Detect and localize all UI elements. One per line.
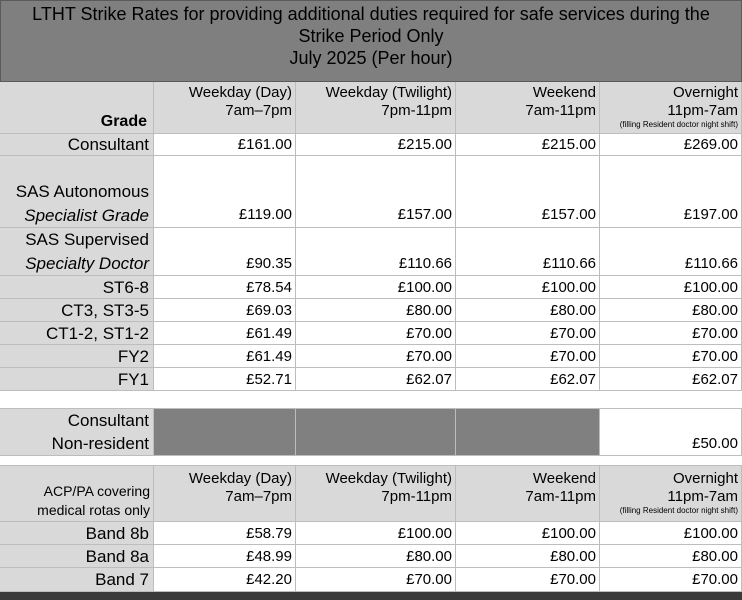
cell-fy1-day: £52.71 [154, 368, 296, 391]
col-overnight [600, 82, 742, 134]
row-grade-consultant-nonresident [0, 409, 154, 456]
acp-col-weekend-l2: 7am-11pm [525, 488, 596, 505]
bottom-edge [0, 592, 742, 600]
cell-band8b-weekend: £100.00 [456, 522, 600, 545]
col-overnight-l2: 11pm-7am [667, 102, 738, 119]
cell-band8a-twilight: £80.00 [296, 545, 456, 568]
cell-fy2-overnight: £70.00 [600, 345, 742, 368]
cell-fy2-weekend: £70.00 [456, 345, 600, 368]
acp-col-weekend-l1: Weekend [532, 470, 596, 487]
cell-nonresident-overnight: £50.00 [600, 409, 742, 456]
spacer-row [0, 391, 742, 409]
cell-sas-sup-day: £90.35 [154, 228, 296, 276]
row-grade-ct1-2-st1-2: CT1-2, ST1-2 [0, 322, 154, 345]
cell-band8b-day: £58.79 [154, 522, 296, 545]
grade-header-label: Grade [100, 113, 147, 130]
cell-sas-auto-day: £119.00 [154, 156, 296, 228]
acp-col-overnight [600, 466, 742, 522]
col-weekend [456, 82, 600, 134]
cell-ct12-weekend: £70.00 [456, 322, 600, 345]
col-weekend-l2: 7am-11pm [525, 102, 596, 119]
col-overnight-l1: Overnight [672, 84, 738, 101]
sas-supervised-l2: Specialty Doctor [25, 254, 149, 273]
cell-sas-sup-weekend: £110.66 [456, 228, 600, 276]
cell-band7-twilight: £70.00 [296, 568, 456, 592]
acp-col-weekday-day-l1: Weekday (Day) [188, 470, 292, 487]
col-weekday-twilight-l2: 7pm-11pm [381, 102, 452, 119]
cell-sas-auto-twilight: £157.00 [296, 156, 456, 228]
cell-nonresident-weekend-blocked [456, 409, 600, 456]
cell-consultant-day: £161.00 [154, 134, 296, 156]
row-grade-st6-8: ST6-8 [0, 276, 154, 299]
row-grade-sas-supervised [0, 228, 154, 276]
acp-col-weekday-twilight [296, 466, 456, 522]
cell-band8b-twilight: £100.00 [296, 522, 456, 545]
acp-label-l2: medical rotas only [37, 502, 150, 518]
acp-col-weekday-twilight-l1: Weekday (Twilight) [325, 470, 452, 487]
cell-consultant-overnight: £269.00 [600, 134, 742, 156]
cell-band8b-overnight: £100.00 [600, 522, 742, 545]
grade-header [0, 82, 154, 134]
cell-consultant-weekend: £215.00 [456, 134, 600, 156]
acp-col-weekday-day-l2: 7am–7pm [225, 488, 292, 505]
cell-band8a-weekend: £80.00 [456, 545, 600, 568]
nonresident-l1: Consultant [67, 411, 149, 430]
cell-ct3-overnight: £80.00 [600, 299, 742, 322]
col-weekday-day-l1: Weekday (Day) [188, 84, 292, 101]
nonresident-l2: Non-resident [51, 434, 149, 453]
acp-col-overnight-note: (filling Resident doctor night shift) [619, 506, 738, 515]
cell-band8a-day: £48.99 [154, 545, 296, 568]
cell-fy2-day: £61.49 [154, 345, 296, 368]
acp-col-overnight-l1: Overnight [672, 470, 738, 487]
acp-col-weekday-day [154, 466, 296, 522]
row-grade-fy2: FY2 [0, 345, 154, 368]
cell-ct12-overnight: £70.00 [600, 322, 742, 345]
row-grade-ct3-st3-5: CT3, ST3-5 [0, 299, 154, 322]
table-title [0, 0, 742, 82]
row-grade-band-8b: Band 8b [0, 522, 154, 545]
cell-fy1-weekend: £62.07 [456, 368, 600, 391]
col-weekend-l1: Weekend [532, 84, 596, 101]
row-grade-sas-autonomous [0, 156, 154, 228]
col-overnight-note: (filling Resident doctor night shift) [619, 120, 738, 129]
cell-ct12-day: £61.49 [154, 322, 296, 345]
acp-label-l1: ACP/PA covering [43, 483, 150, 499]
cell-band7-day: £42.20 [154, 568, 296, 592]
cell-fy1-overnight: £62.07 [600, 368, 742, 391]
acp-col-weekday-twilight-l2: 7pm-11pm [381, 488, 452, 505]
col-weekday-twilight-l1: Weekday (Twilight) [325, 84, 452, 101]
acp-col-weekend [456, 466, 600, 522]
cell-st68-day: £78.54 [154, 276, 296, 299]
acp-header [0, 466, 154, 522]
col-weekday-day [154, 82, 296, 134]
cell-st68-twilight: £100.00 [296, 276, 456, 299]
cell-st68-overnight: £100.00 [600, 276, 742, 299]
cell-ct3-weekend: £80.00 [456, 299, 600, 322]
cell-consultant-twilight: £215.00 [296, 134, 456, 156]
cell-nonresident-day-blocked [154, 409, 296, 456]
cell-band8a-overnight: £80.00 [600, 545, 742, 568]
cell-ct3-day: £69.03 [154, 299, 296, 322]
row-grade-band-7: Band 7 [0, 568, 154, 592]
cell-nonresident-twilight-blocked [296, 409, 456, 456]
cell-sas-sup-overnight: £110.66 [600, 228, 742, 276]
title-line-1: LTHT Strike Rates for providing additional duties required for safe services during the [32, 4, 710, 24]
sas-supervised-l1: SAS Supervised [25, 230, 149, 249]
cell-ct12-twilight: £70.00 [296, 322, 456, 345]
cell-band7-weekend: £70.00 [456, 568, 600, 592]
cell-sas-auto-weekend: £157.00 [456, 156, 600, 228]
cell-sas-auto-overnight: £197.00 [600, 156, 742, 228]
cell-band7-overnight: £70.00 [600, 568, 742, 592]
col-weekday-twilight [296, 82, 456, 134]
sas-autonomous-l1: SAS Autonomous [15, 182, 149, 201]
acp-col-overnight-l2: 11pm-7am [667, 488, 738, 505]
row-grade-consultant: Consultant [0, 134, 154, 156]
row-grade-band-8a: Band 8a [0, 545, 154, 568]
cell-fy1-twilight: £62.07 [296, 368, 456, 391]
cell-sas-sup-twilight: £110.66 [296, 228, 456, 276]
sas-autonomous-l2: Specialist Grade [24, 206, 149, 225]
title-line-2: Strike Period Only [298, 26, 444, 46]
row-grade-fy1: FY1 [0, 368, 154, 391]
cell-fy2-twilight: £70.00 [296, 345, 456, 368]
cell-ct3-twilight: £80.00 [296, 299, 456, 322]
col-weekday-day-l2: 7am–7pm [225, 102, 292, 119]
title-line-3: July 2025 (Per hour) [289, 48, 453, 68]
cell-st68-weekend: £100.00 [456, 276, 600, 299]
spacer-row-2 [0, 456, 742, 466]
